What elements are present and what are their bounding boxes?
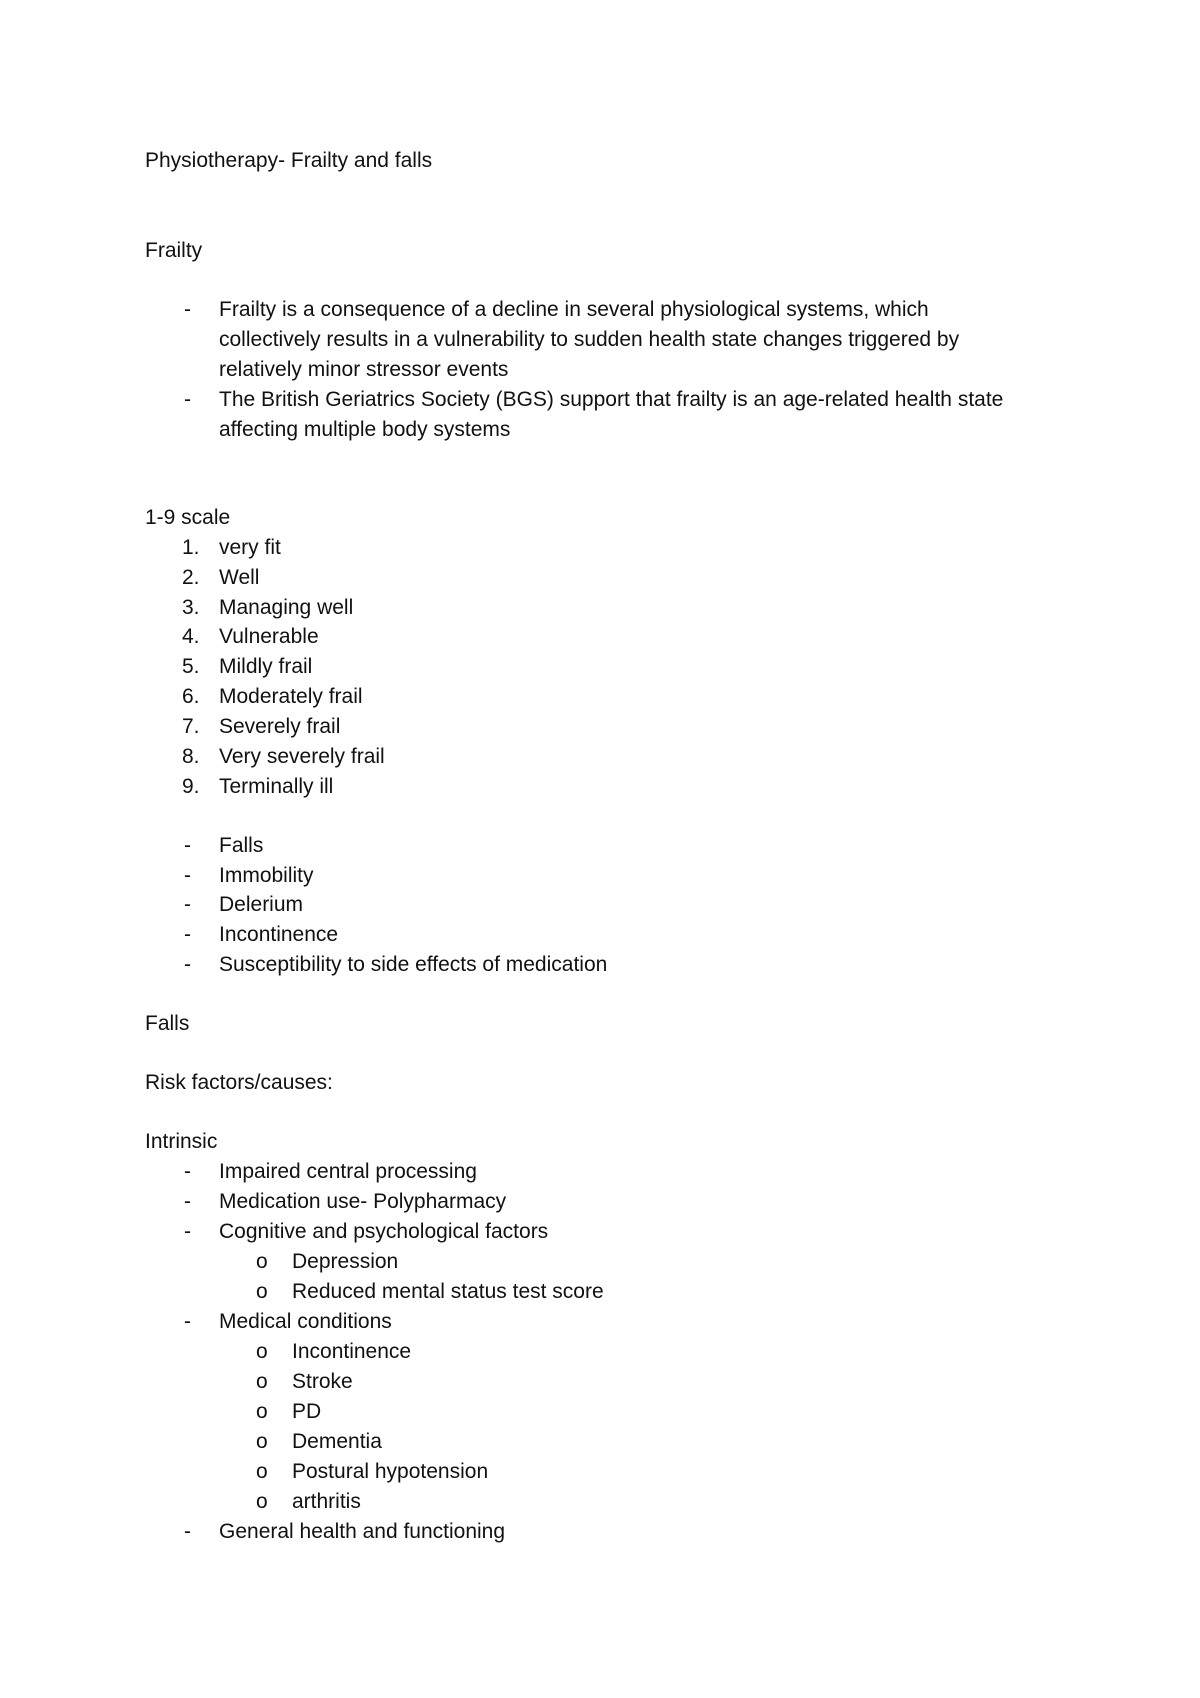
falls-heading: Falls	[145, 1012, 190, 1035]
scale-item-text: Vulnerable	[219, 625, 319, 648]
scale-item-text: Mildly frail	[219, 655, 313, 678]
scale-item-number: 4.	[182, 625, 200, 648]
dash-bullet-marker: -	[184, 953, 191, 976]
sub-bullet-marker: o	[256, 1400, 268, 1423]
dash-bullet-marker: -	[184, 1310, 191, 1333]
dash-bullet-marker: -	[184, 1190, 191, 1213]
sub-bullet-marker: o	[256, 1370, 268, 1393]
sub-bullet-marker: o	[256, 1430, 268, 1453]
document-title: Physiotherapy- Frailty and falls	[145, 149, 433, 172]
intrinsic-sub-item: Postural hypotension	[292, 1460, 489, 1483]
intrinsic-sub-item: Incontinence	[292, 1340, 412, 1363]
scale-item-number: 1.	[182, 536, 200, 559]
dash-bullet-marker: -	[184, 1220, 191, 1243]
frailty-bullet-2-line-1: The British Geriatrics Society (BGS) support that frailty is an age-related health state	[219, 388, 1004, 411]
syndrome-item: Delerium	[219, 893, 304, 916]
scale-item-number: 2.	[182, 566, 200, 589]
scale-item-text: Managing well	[219, 596, 354, 619]
sub-bullet-marker: o	[256, 1490, 268, 1513]
scale-item-number: 7.	[182, 715, 200, 738]
scale-item-text: very fit	[219, 536, 281, 559]
intrinsic-sub-item: Dementia	[292, 1430, 382, 1453]
intrinsic-item: Medical conditions	[219, 1310, 392, 1333]
intrinsic-heading: Intrinsic	[145, 1130, 218, 1153]
intrinsic-item: Impaired central processing	[219, 1160, 477, 1183]
frailty-bullet-1-line-1: Frailty is a consequence of a decline in several physiological systems, which	[219, 298, 929, 321]
dash-bullet-marker: -	[184, 893, 191, 916]
scale-item-number: 9.	[182, 775, 200, 798]
intrinsic-sub-item: Reduced mental status test score	[292, 1280, 604, 1303]
scale-item-text: Severely frail	[219, 715, 341, 738]
syndrome-item: Incontinence	[219, 923, 339, 946]
intrinsic-sub-item: Depression	[292, 1250, 399, 1273]
scale-item-text: Terminally ill	[219, 775, 334, 798]
scale-item-text: Moderately frail	[219, 685, 363, 708]
intrinsic-item: Medication use- Polypharmacy	[219, 1190, 507, 1213]
dash-bullet-marker: -	[184, 298, 191, 321]
syndrome-item: Immobility	[219, 864, 314, 887]
intrinsic-sub-item: arthritis	[292, 1490, 361, 1513]
sub-bullet-marker: o	[256, 1250, 268, 1273]
syndrome-item: Falls	[219, 834, 264, 857]
scale-item-number: 3.	[182, 596, 200, 619]
dash-bullet-marker: -	[184, 834, 191, 857]
dash-bullet-marker: -	[184, 923, 191, 946]
dash-bullet-marker: -	[184, 388, 191, 411]
scale-item-number: 5.	[182, 655, 200, 678]
dash-bullet-marker: -	[184, 1160, 191, 1183]
risk-factors-heading: Risk factors/causes:	[145, 1071, 333, 1094]
intrinsic-sub-item: PD	[292, 1400, 322, 1423]
frailty-bullet-2-line-2: affecting multiple body systems	[219, 418, 511, 441]
sub-bullet-marker: o	[256, 1340, 268, 1363]
scale-item-number: 6.	[182, 685, 200, 708]
sub-bullet-marker: o	[256, 1460, 268, 1483]
frailty-heading: Frailty	[145, 239, 203, 262]
intrinsic-sub-item: Stroke	[292, 1370, 353, 1393]
dash-bullet-marker: -	[184, 1520, 191, 1543]
scale-heading: 1-9 scale	[145, 506, 231, 529]
dash-bullet-marker: -	[184, 864, 191, 887]
scale-item-text: Very severely frail	[219, 745, 385, 768]
intrinsic-item: Cognitive and psychological factors	[219, 1220, 549, 1243]
scale-item-number: 8.	[182, 745, 200, 768]
scale-item-text: Well	[219, 566, 260, 589]
intrinsic-item: General health and functioning	[219, 1520, 506, 1543]
sub-bullet-marker: o	[256, 1280, 268, 1303]
syndrome-item: Susceptibility to side effects of medication	[219, 953, 608, 976]
frailty-bullet-1-line-2: collectively results in a vulnerability to sudden health state changes triggered by	[219, 328, 960, 351]
frailty-bullet-1-line-3: relatively minor stressor events	[219, 358, 509, 381]
